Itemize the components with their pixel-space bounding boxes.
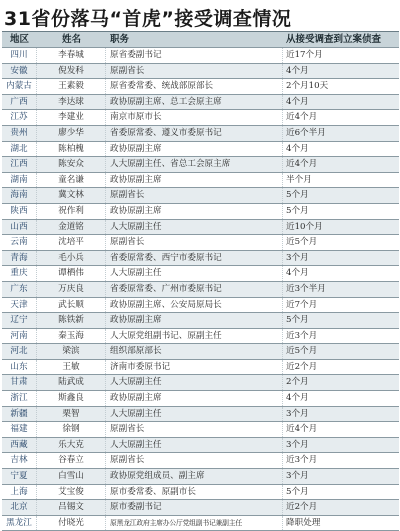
cell-name: 李春城 (37, 48, 106, 63)
cell-duration: 近3个月 (286, 330, 318, 341)
cell-region: 湖北 (2, 142, 37, 157)
cell-name: 白雪山 (37, 469, 106, 484)
cell-duration: 3个月 (286, 439, 309, 450)
cell-name: 武长顺 (37, 298, 106, 313)
table-row (2, 142, 399, 158)
table-row (2, 95, 399, 111)
cell-name: 陈柏槐 (37, 142, 106, 157)
cell-name: 梁滨 (37, 344, 106, 359)
cell-position: 原副省长 (106, 188, 283, 203)
table-row (2, 110, 399, 126)
cell-duration: 4个月 (286, 268, 309, 279)
table-row (2, 422, 399, 438)
table-row (2, 438, 399, 454)
cell-duration: 半个月 (286, 174, 312, 185)
table-row (2, 391, 399, 407)
page-title: 31省份落马“首虎”接受调查情况 (4, 8, 292, 30)
cell-position: 人大原副主任 (106, 266, 283, 281)
table-row (2, 407, 399, 423)
cell-duration: 近6个半月 (286, 127, 326, 138)
cell-position: 南京市原市长 (106, 110, 283, 125)
cell-name: 毛小兵 (37, 251, 106, 266)
cell-name: 徐钢 (37, 422, 106, 437)
cell-region: 山东 (2, 360, 37, 375)
cell-duration: 近5个月 (286, 346, 318, 357)
table-row (2, 188, 399, 204)
cell-duration: 近3个半月 (286, 283, 326, 294)
cell-duration: 5个月 (286, 315, 309, 326)
cell-name: 童名谦 (37, 173, 106, 188)
cell-name: 冀文林 (37, 188, 106, 203)
cell-region: 海南 (2, 188, 37, 203)
cell-name: 金道铭 (37, 220, 106, 235)
cell-region: 宁夏 (2, 469, 37, 484)
cell-region: 云南 (2, 235, 37, 250)
cell-duration: 5个月 (286, 190, 309, 201)
table-row (2, 220, 399, 236)
cell-region: 江苏 (2, 110, 37, 125)
cell-name: 陆武成 (37, 375, 106, 390)
cell-position: 政协原副主席 (106, 391, 283, 406)
table-row (2, 79, 399, 95)
table-row (2, 48, 399, 64)
cell-position: 政协原副主席 (106, 173, 283, 188)
cell-region: 山西 (2, 220, 37, 235)
table-row (2, 313, 399, 329)
cell-position: 组织部原部长 (106, 344, 283, 359)
cell-region: 黑龙江 (2, 516, 37, 531)
table-body (2, 48, 399, 531)
cell-region: 天津 (2, 298, 37, 313)
table-row (2, 282, 399, 298)
cell-duration: 3个月 (286, 471, 309, 482)
table-row (2, 469, 399, 485)
cell-region: 河南 (2, 329, 37, 344)
cell-region: 广东 (2, 282, 37, 297)
cell-duration: 降职处理 (286, 517, 321, 528)
cell-duration: 近17个月 (286, 50, 323, 60)
cell-region: 西藏 (2, 438, 37, 453)
table-row (2, 329, 399, 345)
cell-duration: 近4个月 (286, 159, 318, 170)
cell-region: 浙江 (2, 391, 37, 406)
cell-position: 人大原副主任 (106, 407, 283, 422)
cell-region: 辽宁 (2, 313, 37, 328)
cell-duration: 近2个月 (286, 502, 318, 513)
cell-region: 贵州 (2, 126, 37, 141)
cell-position: 原市委常委、原副市长 (106, 485, 283, 500)
cell-region: 江西 (2, 157, 37, 172)
cell-duration: 4个月 (286, 96, 309, 107)
header-name: 姓名 (61, 34, 81, 45)
cell-duration: 3个月 (286, 252, 309, 263)
cell-name: 秦玉海 (37, 329, 106, 344)
cell-name: 万庆良 (37, 282, 106, 297)
cell-region: 甘肃 (2, 375, 37, 390)
cell-region: 陕西 (2, 204, 37, 219)
cell-name: 倪发科 (37, 64, 106, 79)
cell-region: 四川 (2, 48, 37, 63)
cell-region: 吉林 (2, 453, 37, 468)
cell-position: 原副省长 (106, 64, 283, 79)
cell-duration: 5个月 (286, 486, 309, 497)
cell-region: 内蒙古 (2, 79, 37, 94)
cell-position: 人大原副主任、省总工会原主席 (106, 157, 283, 172)
cell-name: 廖少华 (37, 126, 106, 141)
cell-name: 沈培平 (37, 235, 106, 250)
cell-region: 福建 (2, 422, 37, 437)
cell-name: 吕锡文 (37, 500, 106, 515)
cell-duration: 5个月 (286, 205, 309, 216)
investigation-table (2, 31, 399, 531)
table-row (2, 204, 399, 220)
cell-duration: 4个月 (286, 65, 309, 76)
table-row (2, 126, 399, 142)
cell-position: 济南市委原书记 (106, 360, 283, 375)
table-row (2, 64, 399, 80)
table-row (2, 453, 399, 469)
cell-name: 李达球 (37, 95, 106, 110)
header-region: 地区 (9, 34, 29, 45)
table-row (2, 375, 399, 391)
cell-name: 李建业 (37, 110, 106, 125)
cell-region: 湖南 (2, 173, 37, 188)
cell-position: 政协原副主席 (106, 204, 283, 219)
cell-position: 政协原副主席、总工会原主席 (106, 95, 283, 110)
cell-position: 原市委副书记 (106, 500, 283, 515)
cell-position: 人大原副主任 (106, 220, 283, 235)
header-duration: 从接受调查到立案侦查 (286, 34, 382, 45)
cell-duration: 近10个月 (286, 221, 323, 232)
table-row (2, 157, 399, 173)
cell-region: 广西 (2, 95, 37, 110)
table-row (2, 298, 399, 314)
cell-position: 省委原常委、遵义市委原书记 (106, 126, 283, 141)
cell-duration: 2个月10天 (286, 81, 329, 92)
cell-name: 陈安众 (37, 157, 106, 172)
cell-position: 人大原副主任 (106, 438, 283, 453)
cell-position: 原省委常委、统战部原部长 (106, 79, 283, 94)
cell-position: 原黑龙江政府主席办公厅党组副书记兼副主任 (106, 516, 283, 531)
cell-duration: 3个月 (286, 408, 309, 419)
header-position: 职务 (110, 34, 130, 45)
table-row (2, 344, 399, 360)
cell-duration: 近7个月 (286, 299, 318, 310)
cell-name: 斯鑫良 (37, 391, 106, 406)
table-row (2, 485, 399, 501)
cell-position: 人大原副主任 (106, 375, 283, 390)
cell-position: 原省委副书记 (106, 48, 283, 63)
cell-duration: 近3个月 (286, 455, 318, 466)
cell-region: 青海 (2, 251, 37, 266)
table-row (2, 251, 399, 267)
cell-position: 原副省长 (106, 235, 283, 250)
cell-name: 谷春立 (37, 453, 106, 468)
cell-name: 付晓光 (37, 516, 106, 531)
cell-region: 重庆 (2, 266, 37, 281)
cell-position: 政协原副主席、公安局原局长 (106, 298, 283, 313)
cell-position: 原副省长 (106, 422, 283, 437)
cell-duration: 近4个月 (286, 424, 318, 435)
cell-position: 政协原副主席 (106, 142, 283, 157)
table-row (2, 360, 399, 376)
cell-name: 栗智 (37, 407, 106, 422)
table-row (2, 173, 399, 189)
table-row (2, 266, 399, 282)
table-row (2, 235, 399, 251)
cell-name: 陈铁新 (37, 313, 106, 328)
cell-duration: 4个月 (286, 393, 309, 404)
cell-region: 北京 (2, 500, 37, 515)
cell-position: 省委原常委、广州市委原书记 (106, 282, 283, 297)
cell-duration: 近4个月 (286, 112, 318, 123)
cell-position: 省委原常委、西宁市委原书记 (106, 251, 283, 266)
cell-region: 新疆 (2, 407, 37, 422)
cell-name: 谭栖伟 (37, 266, 106, 281)
cell-name: 王素毅 (37, 79, 106, 94)
cell-region: 河北 (2, 344, 37, 359)
cell-region: 安徽 (2, 64, 37, 79)
cell-name: 王敏 (37, 360, 106, 375)
table-header (2, 32, 399, 48)
cell-region: 上海 (2, 485, 37, 500)
cell-position: 政协原党组成员、副主席 (106, 469, 283, 484)
cell-duration: 近2个月 (286, 361, 318, 372)
cell-position: 政协原副主席 (106, 313, 283, 328)
cell-name: 乐大克 (37, 438, 106, 453)
cell-duration: 近5个月 (286, 237, 318, 248)
cell-duration: 2个月 (286, 377, 309, 388)
table-row (2, 516, 399, 531)
cell-duration: 4个月 (286, 143, 309, 154)
table-row (2, 500, 399, 516)
cell-name: 祝作利 (37, 204, 106, 219)
cell-name: 艾宝俊 (37, 485, 106, 500)
cell-position: 原副省长 (106, 453, 283, 468)
cell-position: 人大原党组副书记、原副主任 (106, 329, 283, 344)
